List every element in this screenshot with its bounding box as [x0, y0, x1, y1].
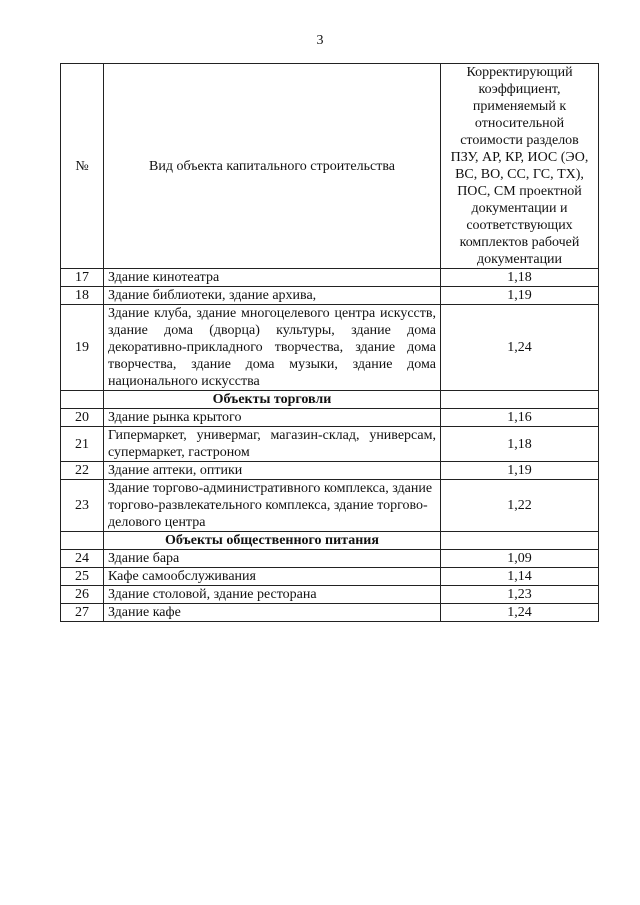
object-type: Здание клуба, здание многоцелевого центра искусств, здание дома (дворца) культуры, здание дома декоративно-прикладного творчества, здание дома творчества, здание дома музыки, здание дома национального искусства: [104, 305, 441, 391]
table-row: [61, 480, 599, 532]
table-row: [61, 269, 599, 287]
table-row: [61, 305, 599, 391]
table-row: [61, 287, 599, 305]
section-spacer: [441, 391, 599, 409]
row-number: 25: [61, 568, 104, 586]
header-object-type: Вид объекта капитального строительства: [104, 64, 441, 269]
section-title: Объекты общественного питания: [104, 532, 441, 550]
coefficient-value: 1,09: [441, 550, 599, 568]
row-number: 27: [61, 604, 104, 622]
section-row-trade: [61, 391, 599, 409]
row-number: 17: [61, 269, 104, 287]
table-row: [61, 604, 599, 622]
row-number: 21: [61, 427, 104, 462]
object-type: Здание кинотеатра: [104, 269, 441, 287]
section-spacer: [441, 532, 599, 550]
coefficient-value: 1,18: [441, 269, 599, 287]
object-type: Кафе самообслуживания: [104, 568, 441, 586]
row-number: 18: [61, 287, 104, 305]
section-title: Объекты торговли: [104, 391, 441, 409]
coefficient-value: 1,18: [441, 427, 599, 462]
row-number: 19: [61, 305, 104, 391]
coefficient-value: 1,19: [441, 462, 599, 480]
coefficient-value: 1,23: [441, 586, 599, 604]
coefficient-value: 1,22: [441, 480, 599, 532]
coefficient-value: 1,24: [441, 604, 599, 622]
row-number: 24: [61, 550, 104, 568]
section-spacer: [61, 532, 104, 550]
page-number: 3: [316, 33, 324, 48]
object-type: Гипермаркет, универмаг, магазин-склад, универсам, супермаркет, гастроном: [104, 427, 441, 462]
table-row: [61, 427, 599, 462]
coefficient-value: 1,16: [441, 409, 599, 427]
coefficient-value: 1,19: [441, 287, 599, 305]
object-type: Здание кафе: [104, 604, 441, 622]
object-type: Здание торгово-административного комплекса, здание торгово-развлекательного комплекса, здание торгово-делового центра: [104, 480, 441, 532]
table-row: [61, 586, 599, 604]
object-type: Здание столовой, здание ресторана: [104, 586, 441, 604]
object-type: Здание бара: [104, 550, 441, 568]
header-number: №: [61, 64, 104, 269]
object-type: Здание библиотеки, здание архива,: [104, 287, 441, 305]
row-number: 20: [61, 409, 104, 427]
coefficient-value: 1,24: [441, 305, 599, 391]
row-number: 22: [61, 462, 104, 480]
section-spacer: [61, 391, 104, 409]
section-row-food: [61, 532, 599, 550]
coefficient-value: 1,14: [441, 568, 599, 586]
table-row: [61, 550, 599, 568]
table-header-row: [61, 64, 599, 269]
object-type: Здание аптеки, оптики: [104, 462, 441, 480]
row-number: 26: [61, 586, 104, 604]
table-row: [61, 568, 599, 586]
header-coefficient: Корректирующий коэффициент, применяемый к относительной стоимости разделов ПЗУ, АР, КР, ИОС (ЭО, ВС, ВО, СС, ГС, ТХ), ПОС, СМ проектной документации и соответствующих комплектов рабочей документации: [441, 64, 599, 269]
table-row: [61, 409, 599, 427]
row-number: 23: [61, 480, 104, 532]
coefficient-table: [60, 63, 599, 622]
object-type: Здание рынка крытого: [104, 409, 441, 427]
table-row: [61, 462, 599, 480]
